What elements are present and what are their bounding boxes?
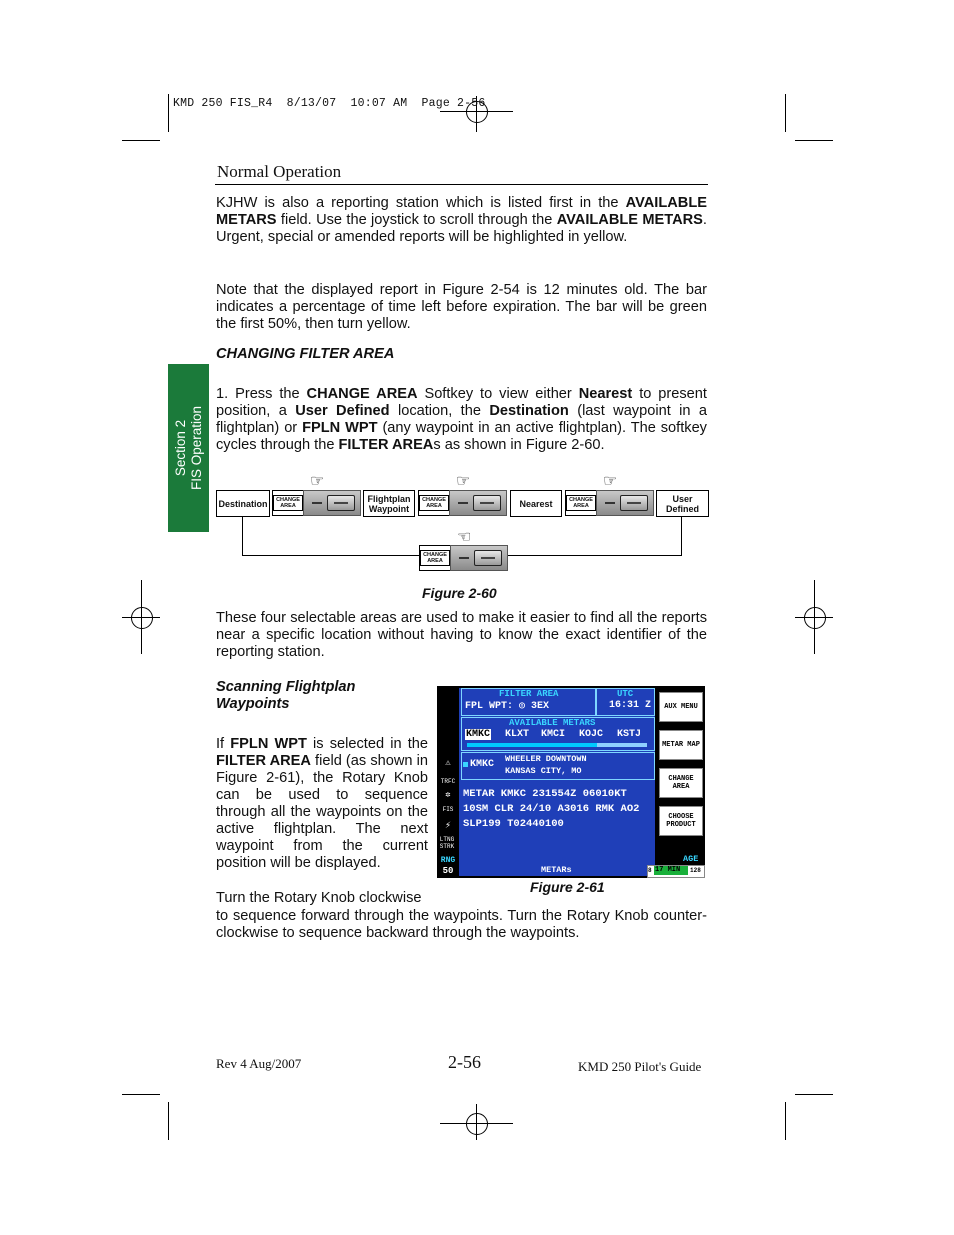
loop-line — [242, 555, 419, 556]
filter-area-value: FPL WPT: ◎ 3EX — [465, 701, 550, 712]
change-area-softkey: CHANGE AREA — [659, 768, 703, 798]
crop-mark — [122, 140, 160, 141]
pointing-hand-icon: ☜ — [457, 529, 472, 546]
softkey-button — [303, 490, 361, 516]
side-label-fis: FIS — [442, 806, 454, 813]
loop-line — [507, 555, 682, 556]
section-side-tab — [168, 364, 209, 532]
available-metars-label: AVAILABLE METARS — [509, 718, 596, 728]
utc-label: UTC — [617, 689, 634, 699]
page-number: 2-56 — [448, 1052, 481, 1072]
station-item: KMCI — [541, 729, 566, 740]
station-name: WHEELER DOWNTOWN — [505, 754, 587, 764]
registration-mark — [131, 607, 153, 629]
crop-mark — [476, 1104, 477, 1140]
paragraph-change-area: 1. Press the CHANGE AREA Softkey to view either Nearest to present position, a User Defined location, the Destination (last waypoint in a flightplan) or FPLN WPT (any waypoint in an active flightplan). The softkey cycles through the FILTER AREAs as shown in Figure 2-60. — [216, 386, 707, 453]
traffic-icon: ⚠ — [445, 758, 451, 768]
aux-menu-softkey: AUX MENU — [659, 692, 703, 722]
crop-mark — [785, 94, 786, 132]
change-area-softkey: CHANGE AREA — [418, 490, 450, 516]
station-item: KSTJ — [617, 729, 642, 740]
paragraph-selectable-areas: These four selectable areas are used to make it easier to find all the reports near a specific location without having to know the exact identifier of the reporting station. — [216, 610, 707, 660]
title-rule — [215, 184, 708, 185]
heading-scanning-flightplan-waypoints: Scanning Flightplan Waypoints — [216, 679, 356, 712]
registration-mark — [466, 1113, 488, 1135]
paragraph-rotary-clockwise: Turn the Rotary Knob clockwise — [216, 890, 422, 906]
side-tab-section: Section 2 — [172, 419, 188, 477]
loop-line — [242, 516, 243, 555]
station-item-selected: KMKC — [466, 729, 491, 740]
side-label-ltng: LTNG STRK — [439, 836, 455, 850]
station-city: KANSAS CITY, MO — [505, 766, 582, 776]
crop-mark — [795, 1094, 833, 1095]
report-line: SLP199 T02440100 — [463, 818, 564, 830]
range-value: 50 — [442, 866, 454, 876]
metar-display — [459, 688, 655, 876]
paragraph-fpln-wpt: If FPLN WPT is selected in the FILTER AREA field (as shown in Figure 2-61), the Rotary Knob can be used to sequence through all the waypoints on the active flightplan. The next waypoint from the current position will be displayed. — [216, 736, 428, 871]
pointing-hand-icon: ☞ — [456, 473, 471, 490]
choose-product-softkey: CHOOSE PRODUCT — [659, 806, 703, 836]
utc-value: 16:31 Z — [609, 700, 652, 711]
filter-box-flightplan-waypoint: Flightplan Waypoint — [363, 490, 415, 517]
filter-box-user-defined: User Defined — [656, 490, 709, 517]
crop-mark — [795, 140, 833, 141]
crop-mark — [785, 1102, 786, 1140]
crop-mark — [141, 580, 142, 654]
age-label: AGE — [683, 854, 699, 864]
crop-mark — [168, 1102, 169, 1140]
change-area-softkey: CHANGE AREA — [419, 545, 451, 571]
station-item: KOJC — [579, 729, 604, 740]
crop-mark — [122, 1094, 160, 1095]
station-marker-icon — [463, 762, 468, 767]
paragraph-available-metars: KJHW is also a reporting station which is listed first in the AVAILABLE METARS field. Use the joystick to scroll through the AVAILABLE METARS. Urgent, special or amended reports will be highlighted in yellow. — [216, 195, 707, 245]
product-label: METARs — [541, 865, 572, 875]
softkey-button — [450, 545, 508, 571]
pointing-hand-icon: ☞ — [603, 473, 618, 490]
registration-mark — [804, 607, 826, 629]
report-line: METAR KMKC 231554Z 06010KT — [463, 788, 627, 800]
footer-guide-title: KMD 250 Pilot's Guide — [578, 1059, 702, 1074]
filter-box-nearest: Nearest — [510, 490, 562, 517]
section-title: Normal Operation — [217, 162, 342, 181]
side-label-trfc: TRFC — [440, 778, 456, 785]
paragraph-rotary-sequence: to sequence forward through the waypoints. Turn the Rotary Knob counter-clockwise to sequence backward through the waypoints. — [216, 908, 707, 941]
figure-2-61-screen — [437, 686, 705, 878]
report-line: 10SM CLR 24/10 A3016 RMK AO2 — [463, 803, 640, 815]
age-value: 17 MIN — [655, 866, 681, 874]
paragraph-report-age: Note that the displayed report in Figure 2-54 is 12 minutes old. The bar indicates a percentage of time left before expiration. The bar will be green the first 50%, then turn yellow. — [216, 282, 707, 332]
metar-map-softkey: METAR MAP — [659, 730, 703, 760]
print-slug: KMD 250 FIS_R4 8/13/07 10:07 AM Page 2-56 — [173, 97, 486, 110]
loop-line — [681, 516, 682, 555]
crop-mark — [168, 94, 169, 132]
lightning-icon: ⚡ — [444, 821, 452, 832]
station-item: KLXT — [505, 729, 530, 740]
crop-mark — [814, 580, 815, 654]
change-area-softkey: CHANGE AREA — [272, 490, 304, 516]
station-id: KMKC — [470, 759, 495, 770]
footer-revision: Rev 4 Aug/2007 — [216, 1056, 302, 1071]
change-area-softkey: CHANGE AREA — [565, 490, 597, 516]
scroll-bar-thumb — [467, 743, 597, 747]
softkey-button — [449, 490, 507, 516]
range-label: RNG — [440, 856, 456, 865]
pointing-hand-icon: ☞ — [310, 473, 325, 490]
heading-changing-filter-area: CHANGING FILTER AREA — [216, 346, 395, 362]
softkey-button — [596, 490, 654, 516]
fis-icon: ✲ — [445, 790, 451, 800]
filter-area-label: FILTER AREA — [499, 689, 559, 699]
figure-2-60-caption: Figure 2-60 — [422, 585, 497, 601]
figure-2-61-caption: Figure 2-61 — [530, 879, 605, 895]
side-tab-title: FIS Operation — [188, 405, 204, 491]
age-scale-max: 128 — [690, 867, 701, 874]
age-scale-min: 8 — [648, 867, 652, 874]
filter-box-destination: Destination — [216, 490, 270, 517]
